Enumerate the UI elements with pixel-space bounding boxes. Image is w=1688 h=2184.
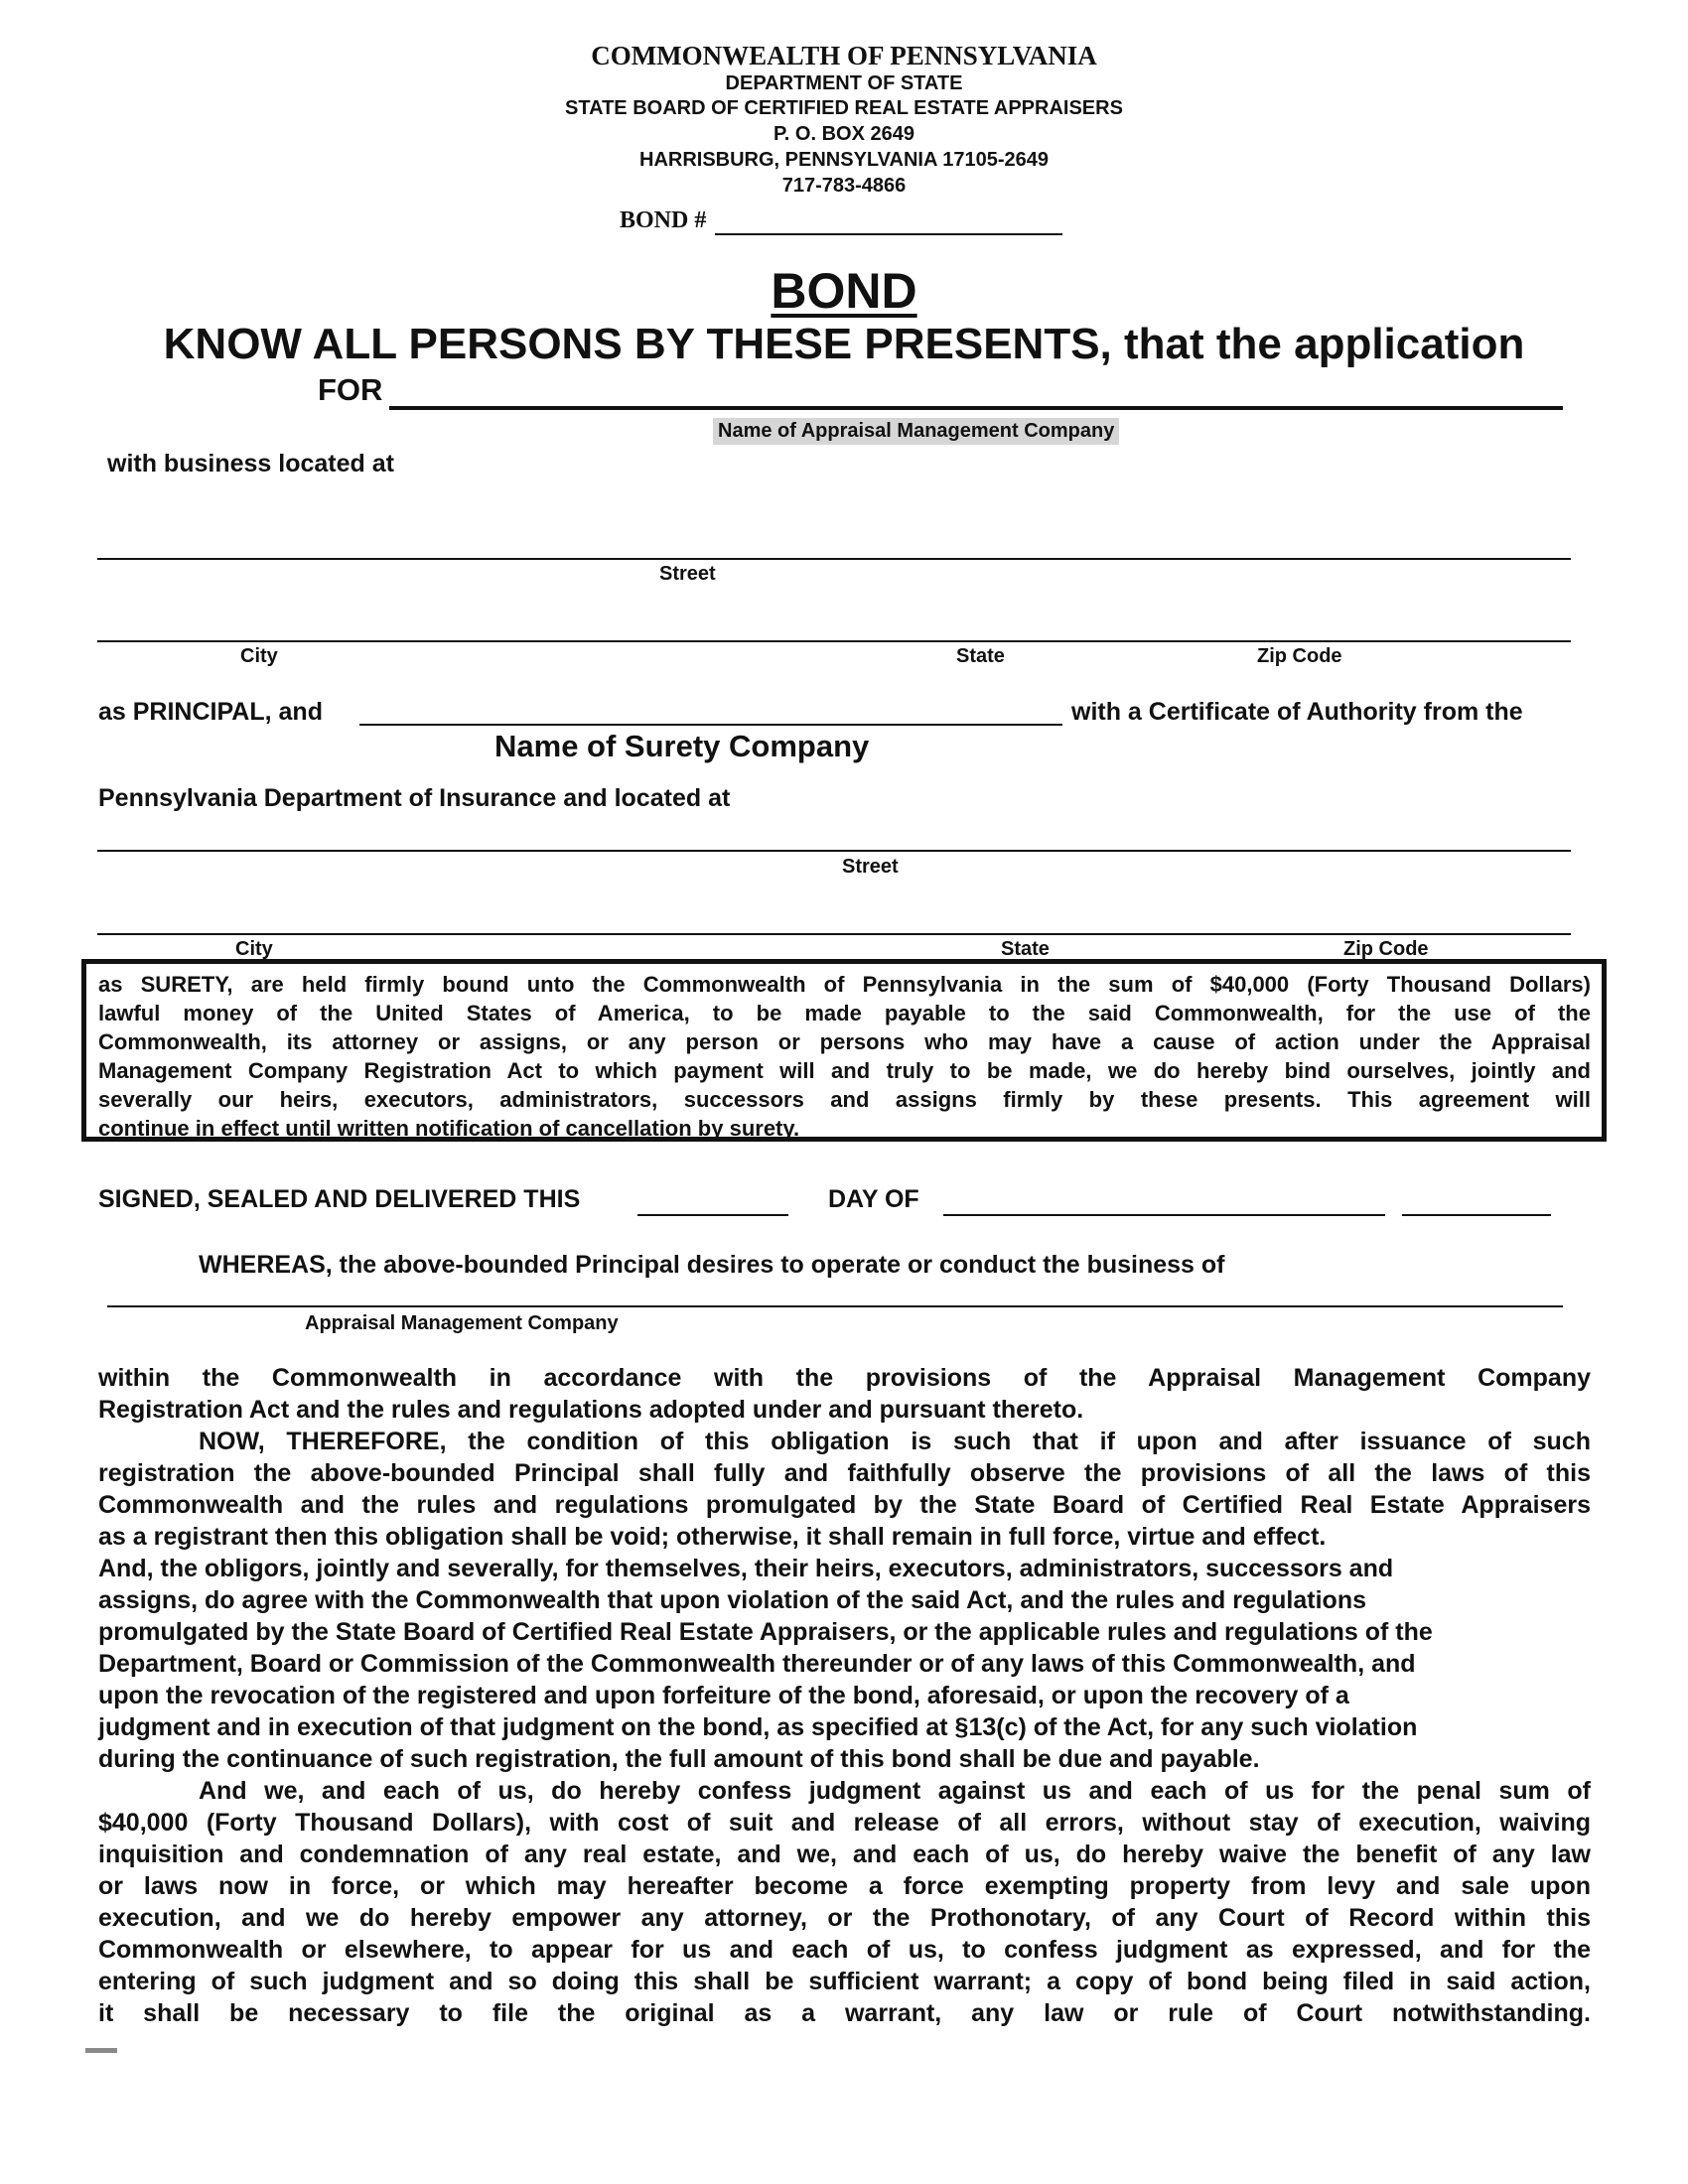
signed-sealed-label: SIGNED, SEALED AND DELIVERED THIS bbox=[98, 1185, 581, 1213]
surety-box-line: lawful money of the United States of America, to be made payable to the said Commonwealth, for the use of the bbox=[98, 1001, 1591, 1025]
surety-box-line: severally our heirs, executors, administrators, successors and assigns firmly by these presents. This agreement will bbox=[98, 1087, 1591, 1112]
body-line: Commonwealth and the rules and regulations promulgated by the State Board of Certified Real Estate Appraisers bbox=[98, 1491, 1591, 1519]
certificate-authority-label: with a Certificate of Authority from the bbox=[1071, 698, 1523, 726]
body-line: within the Commonwealth in accordance with the provisions of the Appraisal Management Company bbox=[98, 1364, 1591, 1392]
principal-street-label: Street bbox=[659, 563, 716, 585]
body-line: registration the above-bounded Principal shall fully and faithfully observe the provisions of all the laws of this bbox=[98, 1459, 1591, 1487]
body-line: And, the obligors, jointly and severally, for themselves, their heirs, executors, administrators, successors and bbox=[98, 1555, 1394, 1582]
surety-box-line: as SURETY, are held firmly bound unto the Commonwealth of Pennsylvania in the sum of $40,000 (Forty Thousand Dollars) bbox=[98, 972, 1591, 997]
body-line: or laws now in force, or which may hereafter become a force exempting property from levy and sale upon bbox=[98, 1872, 1591, 1900]
surety-box-line: Commonwealth, its attorney or assigns, or any person or persons who may have a cause of action under the Appraisal bbox=[98, 1029, 1591, 1054]
business-located-label: with business located at bbox=[107, 450, 394, 478]
signed-month-field[interactable] bbox=[943, 1186, 1385, 1216]
surety-zip-label: Zip Code bbox=[1343, 938, 1429, 960]
whereas-caption: Appraisal Management Company bbox=[305, 1312, 619, 1334]
body-line: And we, and each of us, do hereby confess judgment against us and each of us for the penal sum of bbox=[199, 1777, 1591, 1805]
surety-city-label: City bbox=[235, 938, 273, 960]
department-insurance-label: Pennsylvania Department of Insurance and located at bbox=[98, 784, 731, 812]
header-title: COMMONWEALTH OF PENNSYLVANIA bbox=[591, 41, 1097, 70]
company-name-field[interactable] bbox=[389, 373, 1563, 410]
header-department: DEPARTMENT OF STATE bbox=[725, 72, 963, 94]
body-line: Department, Board or Commission of the Commonwealth thereunder or of any laws of this Commonwealth, and bbox=[98, 1650, 1416, 1678]
principal-state-label: State bbox=[956, 645, 1005, 667]
surety-street-label: Street bbox=[842, 856, 899, 878]
surety-name-field[interactable] bbox=[359, 695, 1062, 726]
body-line: as a registrant then this obligation shall be void; otherwise, it shall remain in full force, virtue and effect. bbox=[98, 1523, 1327, 1551]
body-line: promulgated by the State Board of Certified Real Estate Appraisers, or the applicable rules and regulations of the bbox=[98, 1618, 1433, 1646]
surety-name-caption: Name of Surety Company bbox=[494, 729, 870, 763]
body-line: assigns, do agree with the Commonwealth that upon violation of the said Act, and the rules and regulations bbox=[98, 1586, 1366, 1614]
body-line: Commonwealth or elsewhere, to appear for us and each of us, to confess judgment as expressed, and for the bbox=[98, 1936, 1591, 1964]
surety-city-line[interactable] bbox=[97, 933, 1571, 935]
whereas-business-field[interactable] bbox=[107, 1283, 1563, 1307]
header-board: STATE BOARD OF CERTIFIED REAL ESTATE APPRAISERS bbox=[565, 97, 1123, 119]
surety-state-label: State bbox=[1001, 938, 1050, 960]
page-title: BOND bbox=[771, 263, 917, 319]
header-city-line: HARRISBURG, PENNSYLVANIA 17105-2649 bbox=[639, 149, 1049, 171]
day-of-label: DAY OF bbox=[828, 1185, 919, 1213]
body-line: it shall be necessary to file the original as a warrant, any law or rule of Court notwithstanding. bbox=[98, 1999, 1591, 2027]
signed-day-field[interactable] bbox=[637, 1186, 788, 1216]
body-line: Registration Act and the rules and regulations adopted under and pursuant thereto. bbox=[98, 1396, 1084, 1424]
bond-number-field[interactable] bbox=[715, 205, 1062, 235]
principal-zip-label: Zip Code bbox=[1257, 645, 1342, 667]
intro-headline: KNOW ALL PERSONS BY THESE PRESENTS, that the application bbox=[163, 320, 1525, 368]
surety-box-line: continue in effect until written notification of cancellation by surety. bbox=[98, 1116, 800, 1141]
principal-street-field[interactable] bbox=[97, 534, 1571, 560]
principal-city-line[interactable] bbox=[97, 640, 1571, 642]
body-line: NOW, THEREFORE, the condition of this obligation is such that if upon and after issuance of such bbox=[199, 1428, 1591, 1455]
header-po-box: P. O. BOX 2649 bbox=[774, 123, 914, 145]
surety-street-field[interactable] bbox=[97, 828, 1571, 852]
bond-number-label: BOND # bbox=[620, 207, 707, 233]
body-line: $40,000 (Forty Thousand Dollars), with cost of suit and release of all errors, without stay of execution, waiving bbox=[98, 1809, 1591, 1837]
body-line: judgment and in execution of that judgment on the bond, as specified at §13(c) of the Act, for any such violation bbox=[98, 1713, 1418, 1741]
principal-city-label: City bbox=[240, 645, 278, 667]
scan-mark bbox=[85, 2048, 117, 2053]
body-line: during the continuance of such registration, the full amount of this bond shall be due and payable. bbox=[98, 1745, 1260, 1773]
company-name-caption: Name of Appraisal Management Company bbox=[713, 418, 1119, 445]
signed-year-field[interactable] bbox=[1402, 1186, 1551, 1216]
body-line: execution, and we do hereby empower any attorney, or the Prothonotary, of any Court of Record within this bbox=[98, 1904, 1591, 1932]
surety-box-line: Management Company Registration Act to which payment will and truly to be made, we do hereby bind ourselves, jointly and bbox=[98, 1058, 1591, 1083]
header-phone: 717-783-4866 bbox=[781, 175, 907, 197]
principal-label: as PRINCIPAL, and bbox=[98, 698, 323, 726]
body-line: inquisition and condemnation of any real estate, and we, and each of us, do hereby waive the benefit of any law bbox=[98, 1841, 1591, 1868]
body-line: upon the revocation of the registered and upon forfeiture of the bond, aforesaid, or upon the recovery of a bbox=[98, 1682, 1349, 1709]
body-line: entering of such judgment and so doing this shall be sufficient warrant; a copy of bond being filed in said action, bbox=[98, 1968, 1591, 1995]
for-label: FOR bbox=[318, 372, 383, 407]
whereas-text: WHEREAS, the above-bounded Principal desires to operate or conduct the business of bbox=[199, 1251, 1225, 1279]
